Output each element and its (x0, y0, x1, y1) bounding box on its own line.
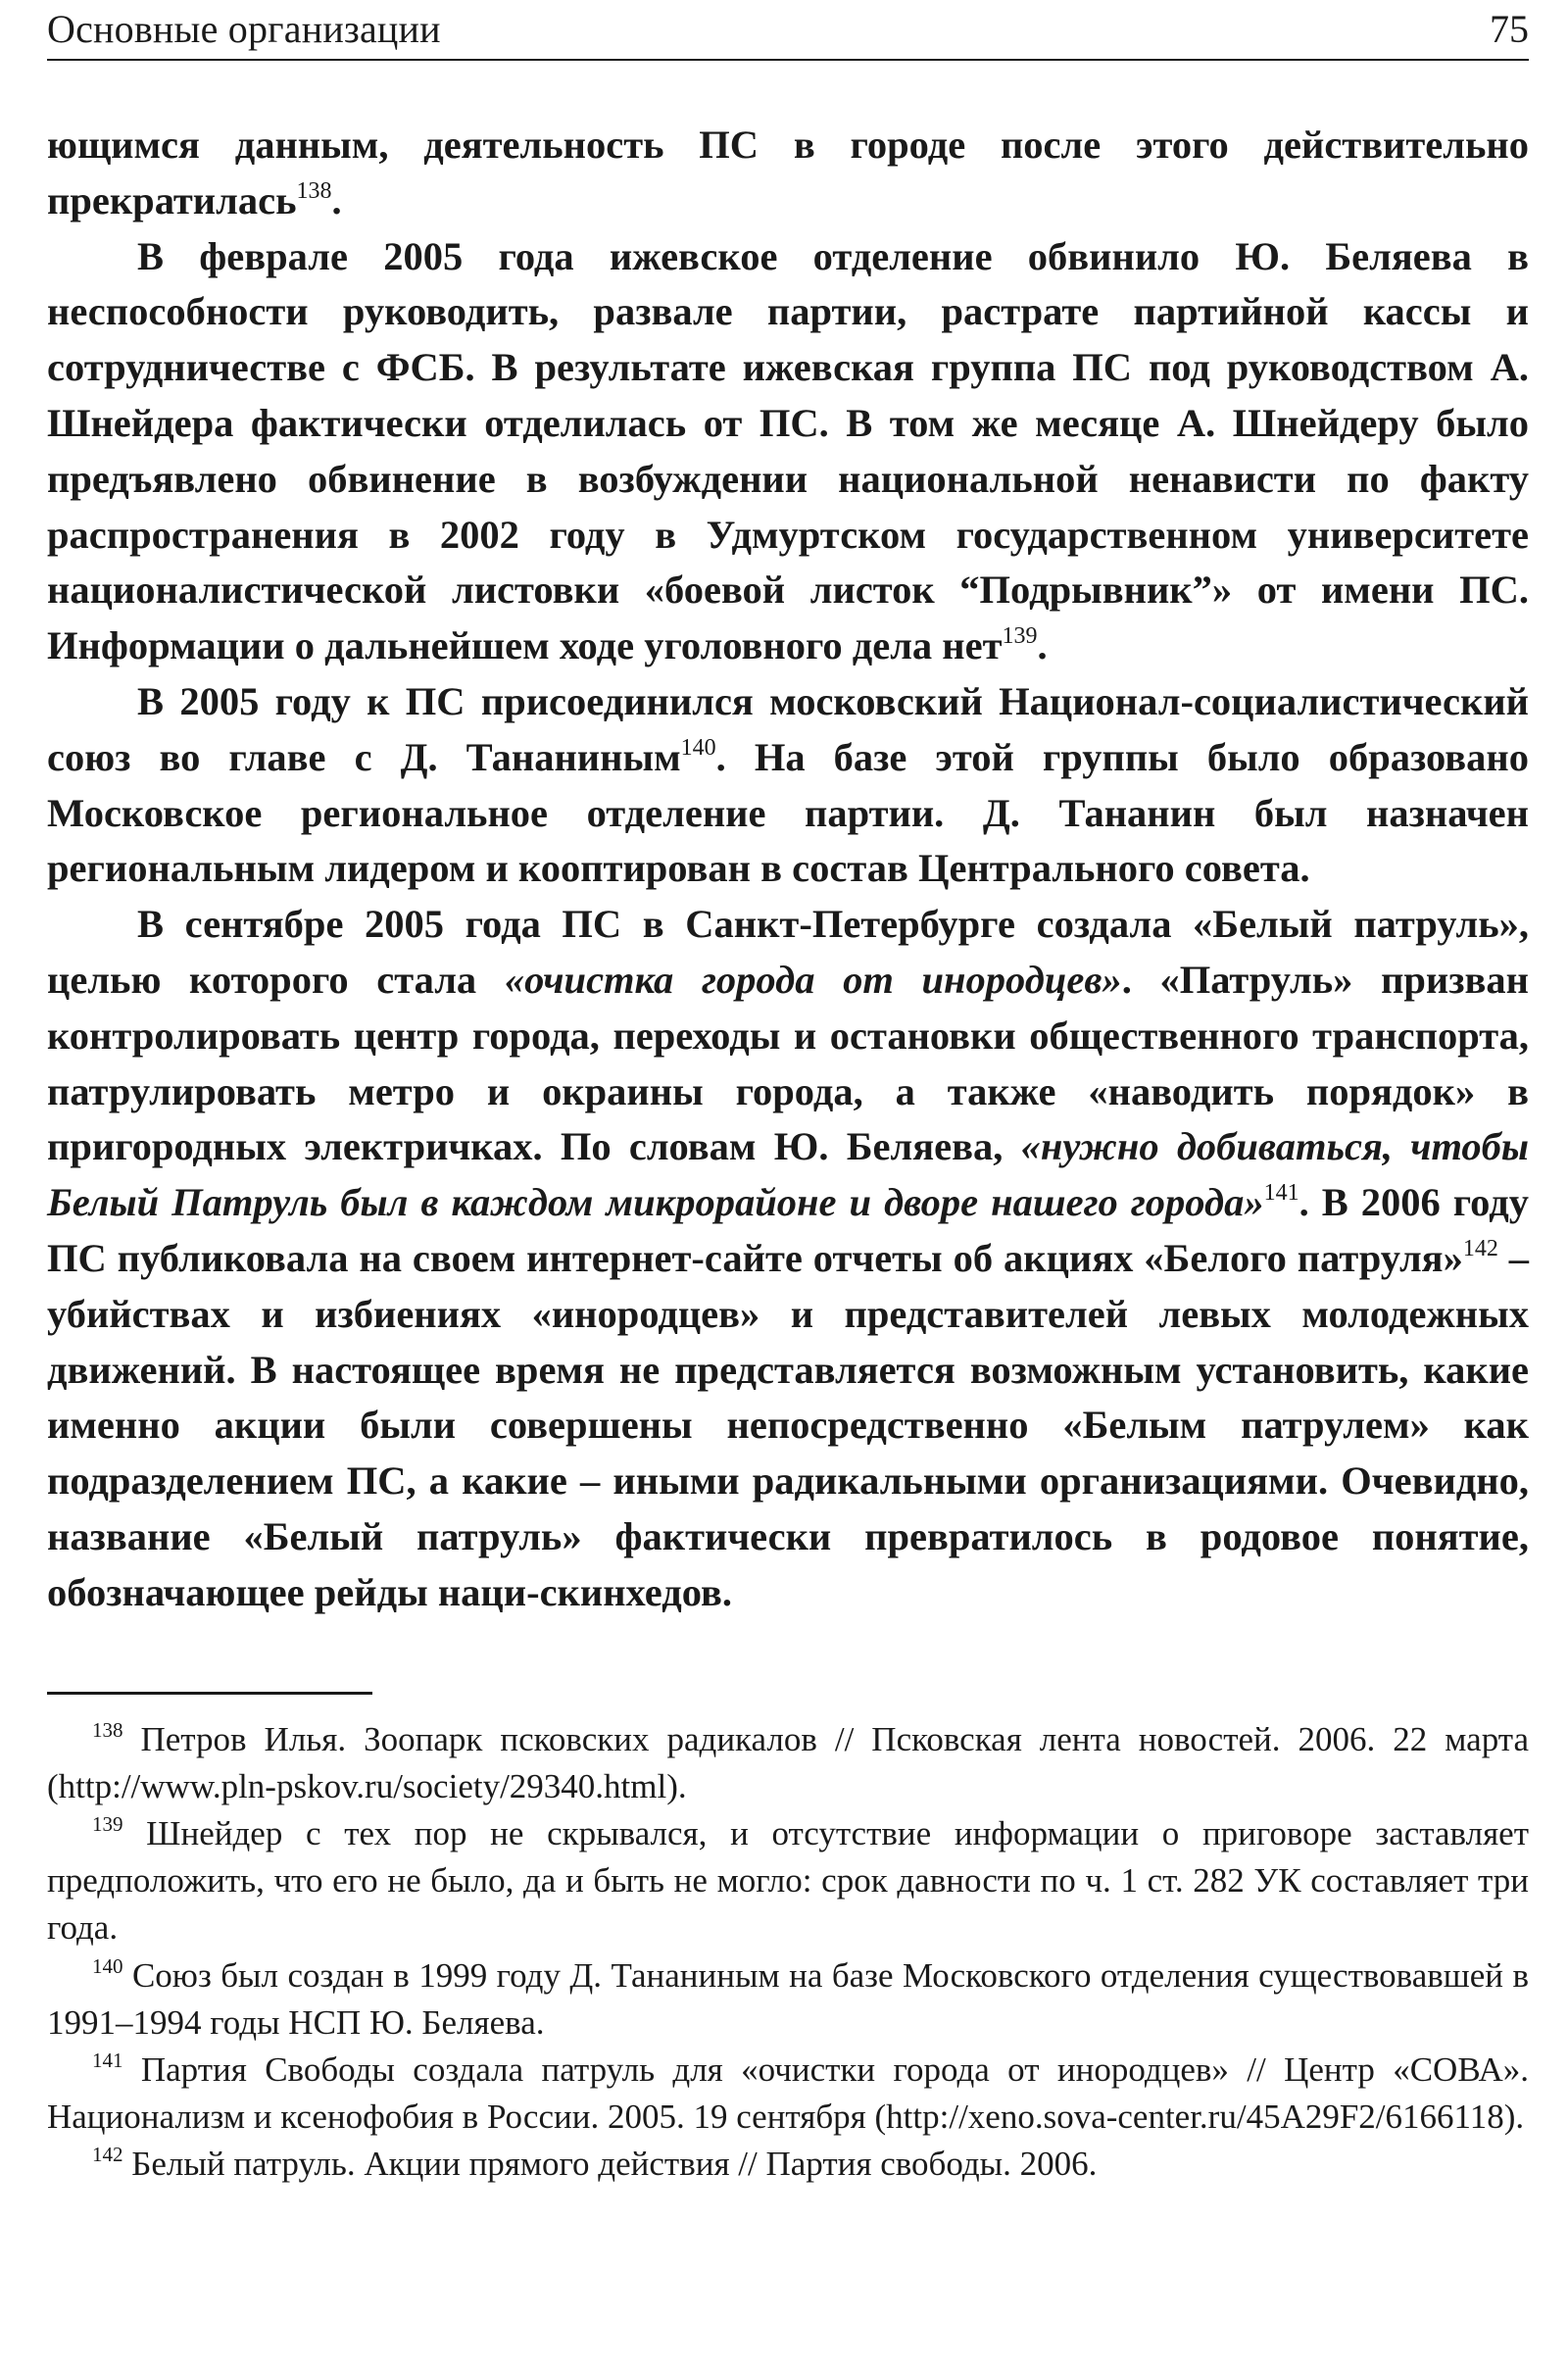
footnote-text: Партия Свободы создала патруль для «очистки города от инородцев» // Центр «СОВА». Национализм и ксенофобия в России. 2005. 19 сентября (http://xeno.sova-center.ru/45A29F2/6166118). (47, 2049, 1529, 2137)
paragraph-4-text: В сентябре 2005 года ПС в Санкт-Петербурге создала «Белый патруль», целью которого стала (47, 902, 1529, 1002)
footnote-separator (47, 1692, 372, 1695)
footnote-ref-141[interactable]: 141 (1263, 1180, 1299, 1207)
footnote-number: 139 (92, 1811, 123, 1836)
chapter-title: Основные организации (47, 7, 441, 51)
page-number: 75 (1490, 7, 1529, 51)
paragraph-1-text: ющимся данным, деятельность ПС в городе после этого действительно прекратилась (47, 123, 1529, 222)
paragraph-2-text: В феврале 2005 года ижевское отделение обвинило Ю. Беляева в неспособности руководить, развале партии, растрате партийной кассы и сотрудничестве с ФСБ. В результате ижевская группа ПС под руководством А. Шнейдера фактически отделилась от ПС. В том же месяце А. Шнейдеру было предъявлено обвинение в возбуждении национальной ненависти по факту распространения в 2002 году в Удмуртском государственном университете националистической листовки «боевой листок “Подрывник”» от имени ПС. Информации о дальнейшем ходе уголовного дела нет (47, 233, 1529, 668)
footnote-140 (47, 1952, 1529, 2047)
footnote-number: 138 (92, 1717, 123, 1742)
footnote-text: Петров Илья. Зоопарк псковских радикалов // Псковская лента новостей. 2006. 22 марта (http://www.pln-pskov.ru/society/29340.html). (47, 1719, 1529, 1805)
footnote-ref-140[interactable]: 140 (680, 734, 716, 761)
running-header (47, 0, 1529, 61)
footnote-number: 140 (92, 1953, 123, 1978)
paragraph-2: В феврале 2005 года ижевское отделение обвинило Ю. Беляева в неспособности руководить, развале партии, растрате партийной кассы и сотрудничестве с ФСБ. В результате ижевская группа ПС под руководством А. Шнейдера фактически отделилась от ПС. В том же месяце А. Шнейдеру было предъявлено обвинение в возбуждении национальной ненависти по факту распространения в 2002 году в Удмуртском государственном университете националистической листовки «боевой листок “Подрывник”» от имени ПС. Информации о дальнейшем ходе уголовного дела нет$^{139}$. (47, 233, 1529, 668)
footnote-138 (47, 1716, 1529, 1810)
paragraph-4: В сентябре 2005 года ПС в Санкт-Петербурге создала «Белый патруль», целью которого стала «очистка города от инородцев». «Патруль» призван контролировать центр города, переходы и остановки общественного транспорта, патрулировать метро и окраины города, а также «наводить порядок» в пригородных электричках. По словам Ю. Беляева, «нужно добиваться, чтобы Белый Патруль был в каждом микрорайоне и дворе нашего города»$^{141}$. В 2006 году ПС публиковала на своем интернет-сайте отчеты об акциях «Белого патруля»$^{142}$ – убийствах и избиениях «инородцев» и представителей левых молодежных движений. В настоящее время не представляется возможным установить, какие именно акции были совершены непосредственно «Белым патрулем» как подразделением ПС, а какие – иными радикальными организациями. Очевидно, название «Белый патруль» фактически превратилось в родовое понятие, обозначающее рейды наци-скинхедов. (47, 902, 1530, 1614)
paragraph-1: ющимся данным, деятельность ПС в городе после этого действительно прекратилась$^{138}$. (47, 123, 1529, 222)
footnote-139 (47, 1810, 1529, 1952)
quote-cleaning: «очистка города от инородцев» (504, 957, 1122, 1002)
main-text (47, 118, 1529, 1621)
paragraph-3: В 2005 году к ПС присоединился московский Национал-социалистический союз во главе с Д. Тананиным$^{140}$. На базе этой группы было образовано Московское региональное отделение партии. Д. Тананин был назначен региональным лидером и кооптирован в состав Центрального совета. (47, 678, 1529, 891)
footnote-text: Союз был создан в 1999 году Д. Тананиным на базе Московского отделения существовавшей в 1991–1994 годы НСП Ю. Беляева. (47, 1955, 1529, 2042)
footnote-number: 142 (92, 2143, 123, 2167)
footnote-142 (47, 2141, 1529, 2188)
footnote-number: 141 (92, 2048, 123, 2072)
book-page (47, 0, 1529, 2189)
footnote-ref-139[interactable]: 139 (1002, 623, 1038, 650)
footnote-141 (47, 2047, 1529, 2141)
footnote-text: Белый патруль. Акции прямого действия // Партия свободы. 2006. (122, 2145, 1098, 2184)
footnotes (47, 1716, 1529, 2189)
quote-belyaev: «нужно добиваться, чтобы Белый Патруль был в каждом микрорайоне и дворе нашего города» (47, 1124, 1529, 1225)
footnote-text: Шнейдер с тех пор не скрывался, и отсутствие информации о приговоре заставляет предположить, что его не было, да и быть не могло: срок давности по ч. 1 ст. 282 УК составляет три года. (47, 1813, 1529, 1948)
footnote-ref-142[interactable]: 142 (1462, 1235, 1498, 1261)
paragraph-3-text: В 2005 году к ПС присоединился московский Национал-социалистический союз во главе с Д. Тананиным (47, 678, 1529, 779)
footnote-ref-138[interactable]: 138 (296, 177, 332, 204)
